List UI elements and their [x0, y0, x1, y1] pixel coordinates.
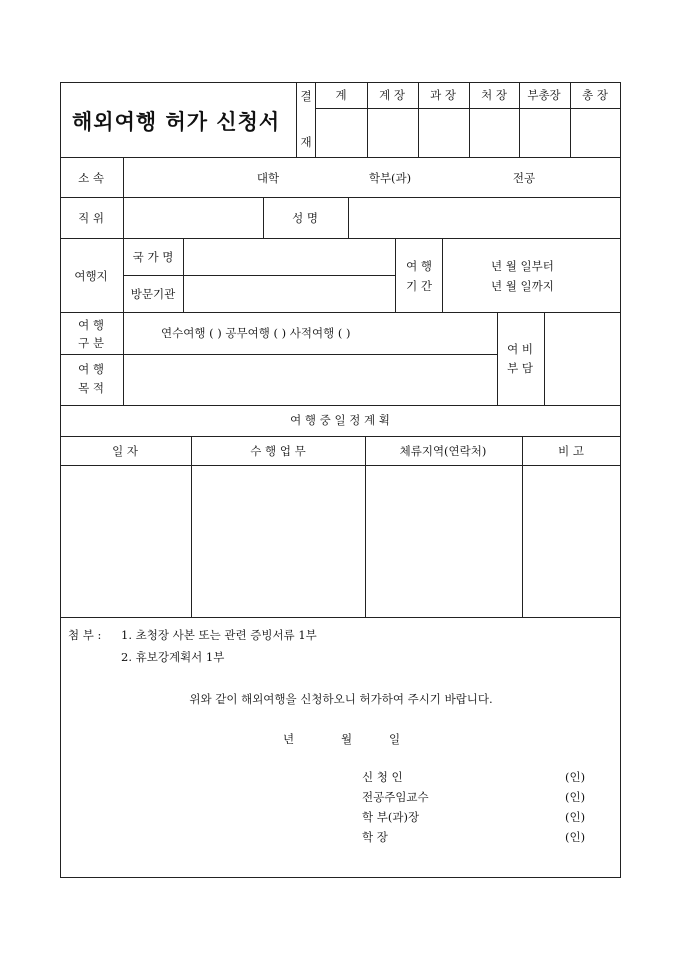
position-label: 직 위 — [78, 211, 104, 225]
date-day[interactable]: 일 — [389, 732, 401, 746]
signature-seal[interactable]: (인) — [565, 790, 586, 804]
approval-sign-president[interactable] — [571, 109, 619, 156]
expense-input[interactable] — [545, 313, 619, 404]
attachment-item-1: 1. 초청장 사본 또는 관련 증빙서류 1부 — [121, 628, 317, 642]
form-title: 해외여행 허가 신청서 — [72, 109, 281, 134]
signature-seal[interactable]: (인) — [565, 770, 586, 784]
period-to-date[interactable]: 년 월 일까지 — [491, 279, 554, 293]
schedule-col-duties: 수 행 업 무 — [250, 444, 306, 458]
approval-sign-vice-president[interactable] — [520, 109, 569, 156]
request-statement: 위와 같이 해외여행을 신청하오니 허가하여 주시기 바랍니다. — [189, 692, 493, 706]
approval-col-team-leader: 계 장 — [379, 88, 405, 102]
country-label: 국 가 명 — [132, 250, 174, 264]
name-input[interactable] — [349, 198, 619, 237]
approval-col-president: 총 장 — [582, 88, 608, 102]
signature-seal[interactable]: (인) — [565, 810, 586, 824]
expense-label-1: 여 비 — [507, 342, 533, 356]
schedule-location-cell[interactable] — [366, 466, 521, 616]
period-from-date[interactable]: 년 월 일부터 — [491, 259, 554, 273]
approval-col-staff: 계 — [335, 88, 347, 102]
approval-col-director: 처 장 — [481, 88, 507, 102]
schedule-remarks-cell[interactable] — [523, 466, 619, 616]
travel-type-options[interactable]: 연수여행 ( ) 공무여행 ( ) 사적여행 ( ) — [161, 326, 351, 340]
date-year[interactable]: 년 — [283, 732, 295, 746]
institution-label: 방문기관 — [130, 287, 176, 301]
schedule-col-remarks: 비 고 — [558, 444, 584, 458]
travel-type-label-1: 여 행 — [78, 318, 104, 332]
travel-type-label-2: 구 분 — [78, 336, 104, 350]
signature-role: 학 부(과)장 — [362, 810, 420, 824]
approval-label-bottom: 재 — [300, 135, 312, 149]
approval-col-vice-president: 부총장 — [527, 88, 561, 102]
major-field[interactable]: 전공 — [512, 171, 536, 185]
attachments-label: 첨 부 : — [68, 628, 102, 642]
affiliation-label: 소 속 — [78, 171, 104, 185]
name-label: 성 명 — [292, 211, 318, 225]
approval-sign-team-leader[interactable] — [368, 109, 417, 156]
schedule-heading: 여 행 중 일 정 계 획 — [290, 413, 390, 427]
position-input[interactable] — [124, 198, 262, 237]
signature-role: 학 장 — [362, 830, 388, 844]
country-input[interactable] — [184, 239, 394, 274]
schedule-col-date: 일 자 — [112, 444, 138, 458]
purpose-input[interactable] — [124, 355, 496, 404]
department-field[interactable]: 학부(과) — [368, 171, 412, 185]
approval-sign-staff[interactable] — [316, 109, 366, 156]
period-label-1: 여 행 — [406, 259, 432, 273]
expense-label-2: 부 담 — [507, 361, 533, 375]
approval-label-top: 결 — [300, 89, 312, 103]
signature-seal[interactable]: (인) — [565, 830, 586, 844]
schedule-date-cell[interactable] — [61, 466, 190, 616]
approval-sign-section-chief[interactable] — [419, 109, 468, 156]
schedule-duties-cell[interactable] — [192, 466, 364, 616]
signature-role: 신 청 인 — [362, 770, 403, 784]
approval-col-section-chief: 과 장 — [430, 88, 456, 102]
signature-role: 전공주임교수 — [362, 790, 429, 804]
college-field[interactable]: 대학 — [256, 171, 280, 185]
destination-label: 여행지 — [74, 269, 108, 283]
period-label-2: 기 간 — [406, 279, 432, 293]
purpose-label-2: 목 적 — [78, 381, 104, 395]
date-month[interactable]: 월 — [341, 732, 353, 746]
attachment-item-2: 2. 휴보강계획서 1부 — [121, 650, 225, 664]
purpose-label-1: 여 행 — [78, 362, 104, 376]
schedule-col-location: 체류지역(연락처) — [399, 444, 487, 458]
approval-sign-director[interactable] — [470, 109, 518, 156]
institution-input[interactable] — [184, 276, 394, 311]
